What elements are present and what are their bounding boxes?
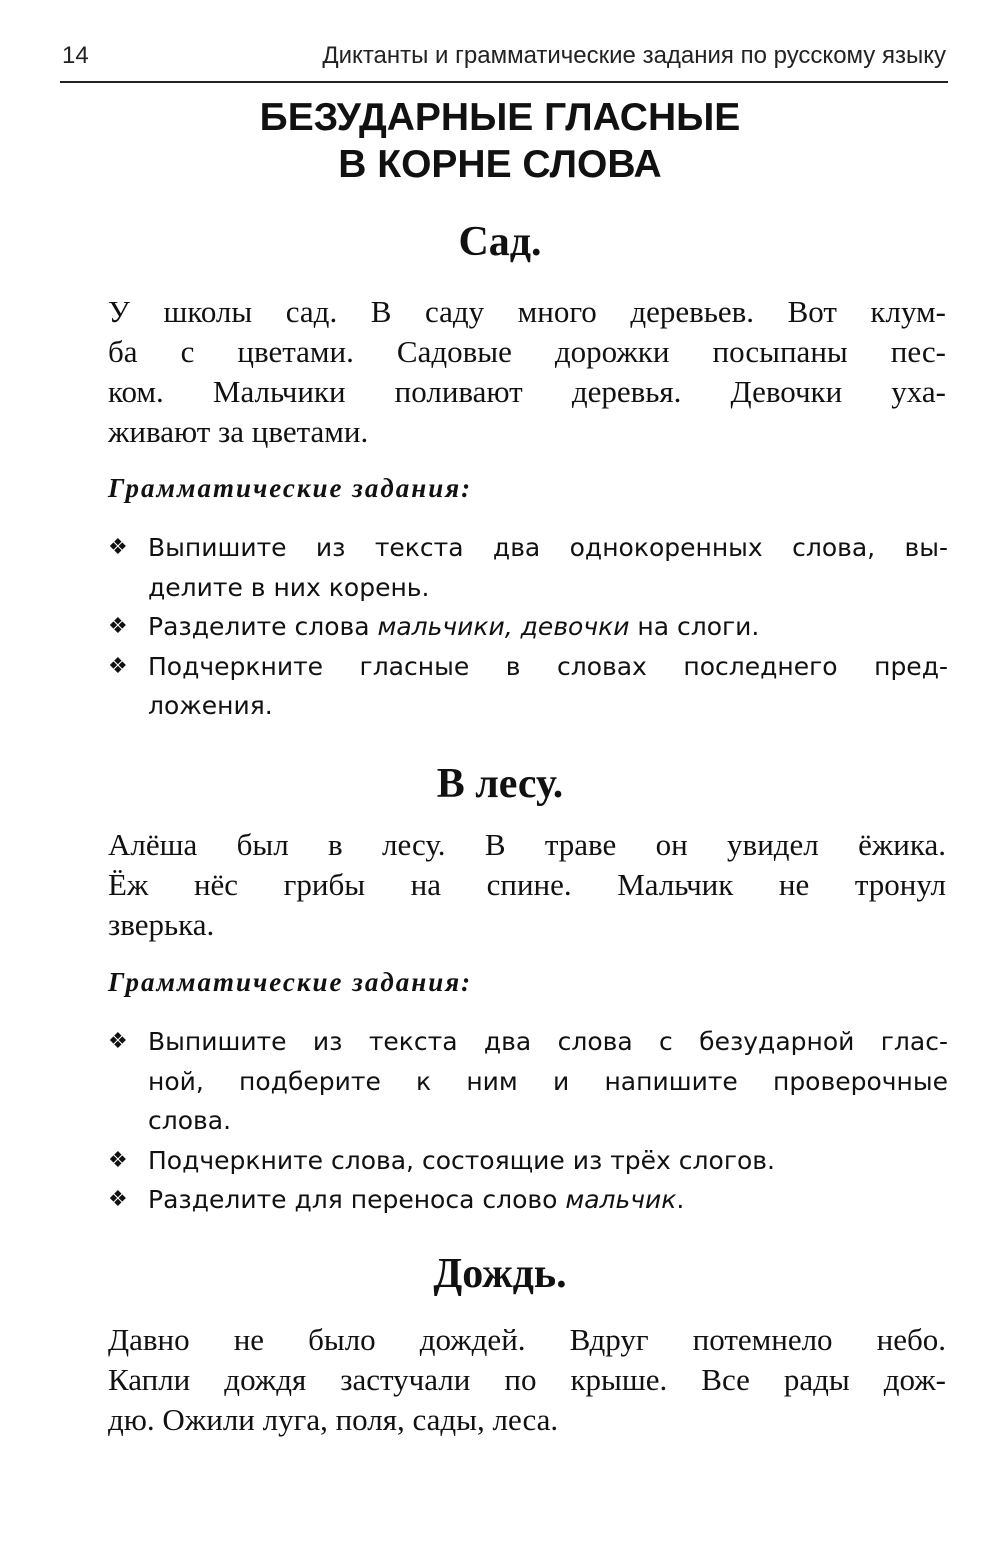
task-line: Подчеркните слова, состоящие из трёх слогов.: [148, 1145, 775, 1175]
text-line: Капли дождя застучали по крыше. Все рады дож-: [108, 1362, 946, 1397]
four-diamond-bullet-icon: ❖: [108, 1147, 128, 1173]
task-example-words: мальчик: [565, 1185, 677, 1214]
task-line: Выпишите из текста два слова с безударной глас-: [148, 1027, 948, 1056]
task-line: слова.: [148, 1106, 232, 1135]
four-diamond-bullet-icon: ❖: [108, 1187, 128, 1212]
dictation-text: [108, 1320, 946, 1440]
task-line: ложения.: [148, 691, 273, 720]
section-heading: В лесу.: [436, 761, 564, 807]
task-item: [108, 647, 948, 726]
task-item: [108, 1141, 948, 1181]
four-diamond-bullet-icon: ❖: [108, 653, 128, 679]
four-diamond-bullet-icon: ❖: [108, 614, 128, 639]
text-line: дю. Ожили луга, поля, сады, леса.: [108, 1402, 559, 1437]
task-text: на слоги.: [629, 612, 760, 641]
text-line: зверька.: [108, 907, 215, 942]
text-line: Ёж нёс грибы на спине. Мальчик не тронул: [108, 867, 946, 902]
text-line: Давно не было дождей. Вдруг потемнело небо.: [108, 1322, 946, 1357]
chapter-title-line-1: БЕЗУДАРНЫЕ ГЛАСНЫЕ: [259, 96, 741, 139]
section-heading: Сад.: [458, 219, 542, 265]
text-line: живают за цветами.: [108, 414, 369, 449]
task-list: [108, 1022, 948, 1220]
text-line: У школы сад. В саду много деревьев. Вот клум-: [108, 294, 946, 329]
four-diamond-bullet-icon: ❖: [108, 535, 128, 560]
task-item: [108, 1180, 948, 1220]
task-line: ной, подберите к ним и напишите проверочные: [148, 1066, 948, 1096]
task-item: [108, 607, 948, 647]
task-list: [108, 528, 948, 726]
text-line: ба с цветами. Садовые дорожки посыпаны пес-: [108, 334, 946, 369]
task-text: .: [676, 1185, 685, 1214]
text-line: ком. Мальчики поливают деревья. Девочки уха-: [108, 374, 946, 409]
header-rule: [60, 81, 948, 83]
task-example-words: мальчики, девочки: [377, 612, 630, 641]
task-item: [108, 1022, 948, 1141]
chapter-title-line-2: В КОРНЕ СЛОВА: [338, 143, 662, 186]
task-line: [148, 1180, 948, 1220]
running-title: Диктанты и грамматические задания по русскому языку: [322, 42, 946, 69]
task-line: [148, 607, 948, 647]
dictation-text: [108, 825, 946, 945]
dictation-text: [108, 292, 946, 452]
tasks-label: Грамматические задания:: [108, 967, 473, 997]
section-heading: Дождь.: [433, 1251, 567, 1297]
tasks-label: Грамматические задания:: [108, 473, 473, 503]
four-diamond-bullet-icon: ❖: [108, 1029, 128, 1054]
task-item: [108, 528, 948, 607]
task-text: Разделите слова: [148, 612, 378, 641]
task-line: Выпишите из текста два однокоренных слова, вы-: [148, 533, 948, 562]
task-text: Разделите для переноса слово: [148, 1185, 566, 1214]
page-number: 14: [62, 42, 89, 69]
task-line: Подчеркните гласные в словах последнего пред-: [148, 651, 948, 681]
text-line: Алёша был в лесу. В траве он увидел ёжика.: [108, 827, 946, 862]
task-line: делите в них корень.: [148, 572, 430, 602]
